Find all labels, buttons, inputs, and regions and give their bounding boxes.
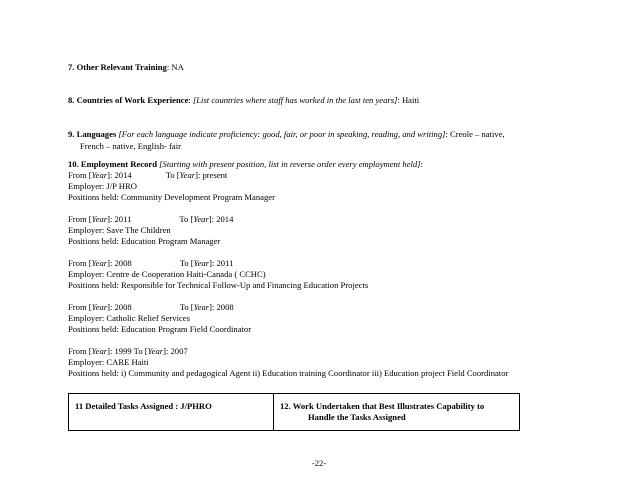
item-10-end: : [420,159,423,169]
record-2-positions: Positions held: Education Program Manager [68,236,221,246]
record-2-dates [68,214,233,225]
record-4-employer: Employer: Catholic Relief Services [68,313,190,323]
item-9 [68,129,505,140]
to-label: To [ [165,170,180,180]
year-word: Year [147,346,164,356]
from-label: From [ [68,214,92,224]
record-4-positions: Positions held: Education Program Field Coordinator [68,324,252,334]
from-label: From [ [68,258,92,268]
tasks-assigned-header: 11 Detailed Tasks Assigned : J/PHRO [69,394,274,430]
to-year: ]: 2014 [208,214,234,224]
record-5-employer: Employer: CARE Haiti [68,357,149,367]
year-word: Year [193,302,210,312]
to-label: To [ [179,258,194,268]
from-year: ]: 2008 [107,302,132,312]
item-7-value: : NA [166,62,184,72]
record-2-employer: Employer: Save The Children [68,225,171,235]
item-7-label: 7. Other Relevant Training [68,62,167,72]
work-undertaken-header [274,394,519,430]
item-8-value: : Haiti [397,95,420,105]
from-label: From [ [68,302,92,312]
work-undertaken-line1: 12. Work Undertaken that Best Illustrates Capability to [280,401,485,411]
record-1-employer: Employer: J/P HRO [68,181,137,191]
item-8-label: 8. Countries of Work Experience [68,95,189,105]
year-word: Year [91,170,108,180]
record-4-dates [68,302,234,313]
year-word: Year [193,214,209,224]
year-word: Year [91,214,108,224]
record-3-positions: Positions held: Responsible for Technical Follow-Up and Financing Education Projects [68,280,369,290]
from-year: ]: 1999 To [ [107,346,148,356]
record-1-positions: Positions held: Community Development Program Manager [68,192,275,202]
record-5-positions: Positions held: i) Community and pedagogical Agent ii) Education training Coordinator iii) Education project Field Coordinator [68,368,509,378]
item-8 [68,95,419,106]
record-3-employer: Employer: Centre de Cooperation Haiti-Canada ( CCHC) [68,269,266,279]
from-year: ]: 2014 [107,170,132,180]
to-year: ]: 2007 [163,346,188,356]
from-label: From [ [68,346,92,356]
to-year: ]: present [195,170,228,180]
record-1-dates [68,170,227,181]
to-label: To [ [179,302,194,312]
item-8-instruction: [List countries where staff has worked in the last ten years] [192,95,398,105]
year-word: Year [91,346,108,356]
year-word: Year [91,258,108,268]
item-10-instruction: [Starting with present position, list in reverse order every employment held] [157,159,421,169]
to-year: ]: 2008 [209,302,234,312]
to-label: To [ [179,214,194,224]
to-year: ]: 2011 [209,258,234,268]
item-9-instruction: [For each language indicate proficiency: good, fair, or poor in speaking, reading, and writing] [116,129,446,139]
item-10 [68,159,423,170]
from-year: ]: 2008 [107,258,132,268]
page-number: -22- [311,458,327,468]
item-10-label: 10. Employment Record [68,159,158,169]
item-8-colon: : [188,95,193,105]
item-9-line2: French – native, English- fair [80,141,181,151]
item-7 [68,62,184,73]
from-year: ]: 2011 [107,214,132,224]
item-9-value: : Creole – native, [445,129,505,139]
year-word: Year [91,302,108,312]
from-label: From [ [68,170,92,180]
record-5-dates [68,346,188,357]
item-9-label: 9. Languages [68,129,117,139]
year-word: Year [179,170,196,180]
work-undertaken-line2: Handle the Tasks Assigned [308,412,406,422]
year-word: Year [193,258,210,268]
record-3-dates [68,258,233,269]
tasks-table [68,393,520,431]
